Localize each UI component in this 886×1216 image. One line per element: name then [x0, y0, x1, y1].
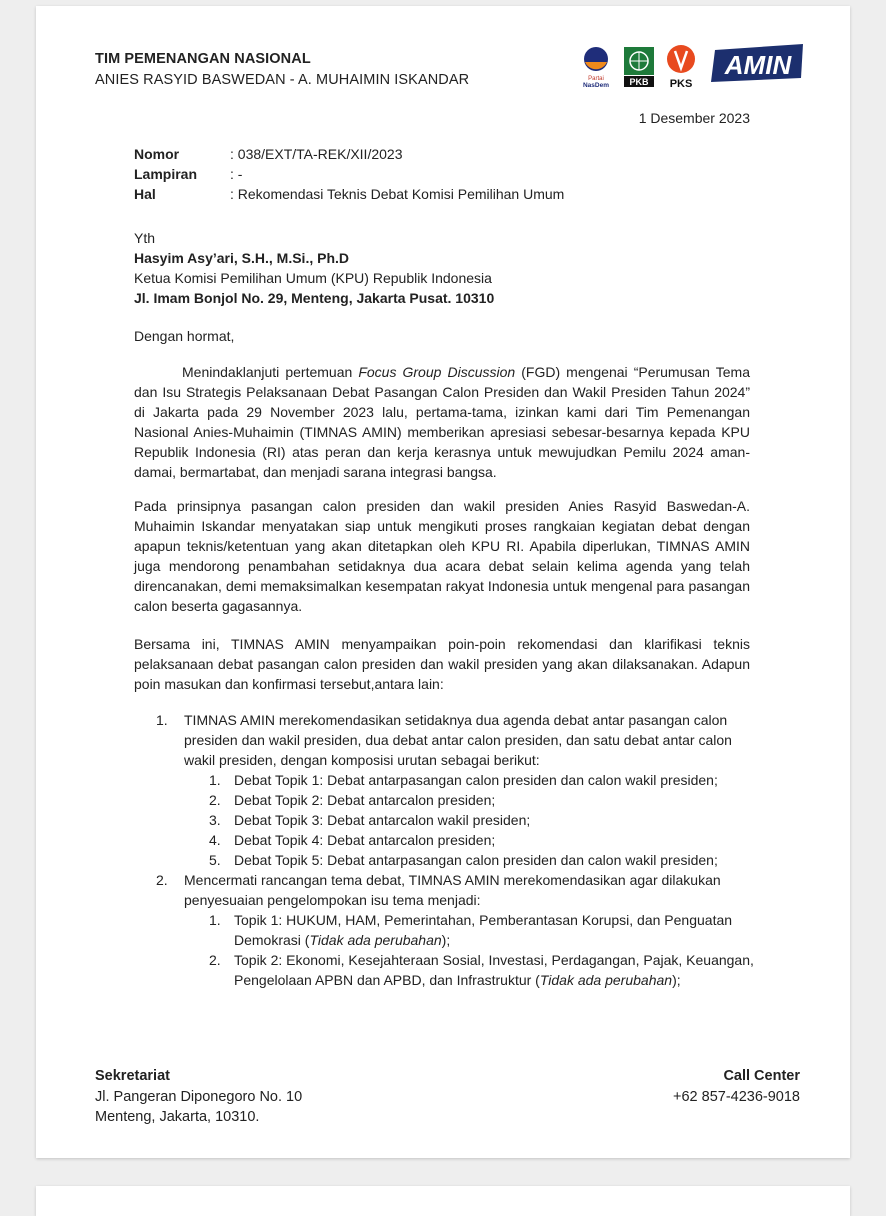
amin-text: AMIN — [724, 50, 792, 80]
footer-call-center — [673, 1066, 800, 1107]
sub-list-item — [184, 810, 754, 830]
sub-list-item — [184, 770, 754, 790]
header-title: TIM PEMENANGAN NASIONAL — [95, 51, 311, 67]
pks-logo — [663, 44, 699, 90]
p1-text-a: Menindaklanjuti pertemuan — [182, 364, 359, 380]
paragraph-2: Pada prinsipnya pasangan calon presiden dan wakil presiden Anies Rasyid Baswedan-A. Muhaimin Iskandar menyatakan siap untuk mengikuti proses rangkaian kegiatan debat dengan apapun teknis/ketentuan yang akan ditetapkan oleh KPU RI. Apabila diperlukan, TIMNAS AMIN juga mendorong penambahan setidaknya dua acara debat selain kelima agenda yang telah direncanakan, demi memaksimalkan kesempatan rakyat Indonesia untuk mengenal para pasangan calon beserta gagasannya. — [134, 498, 750, 614]
meta-key: Hal — [134, 186, 156, 202]
sub-item-number: 1. — [209, 912, 221, 928]
sub-item-text: Topik 1: HUKUM, HAM, Pemerintahan, Pemberantasan Korupsi, dan Penguatan Demokrasi ( — [234, 912, 733, 948]
sub-item-number: 3. — [209, 812, 221, 828]
sub-item-number: 5. — [209, 852, 221, 868]
nasdem-text2: NasDem — [582, 82, 610, 89]
sub-list — [184, 770, 754, 870]
sub-item-italic: Tidak ada perubahan — [539, 972, 673, 988]
sub-item-text: Debat Topik 5: Debat antarpasangan calon presiden dan calon wakil presiden; — [234, 852, 718, 868]
pkb-text: PKB — [629, 77, 649, 87]
pks-text: PKS — [669, 78, 693, 90]
sub-list-item — [184, 850, 754, 870]
footer-right-line1: +62 857-4236-9018 — [673, 1088, 800, 1105]
meta-value: : 038/EXT/TA-REK/XII/2023 — [230, 146, 403, 162]
sub-item-number: 2. — [209, 952, 221, 968]
recipient-address: Jl. Imam Bonjol No. 29, Menteng, Jakarta Pusat. 10310 — [134, 290, 495, 306]
sub-item-number: 2. — [209, 792, 221, 808]
letter-date: 1 Desember 2023 — [638, 110, 750, 126]
paragraph-3: Bersama ini, TIMNAS AMIN menyampaikan poin-poin rekomendasi dan klarifikasi teknis pelaksanaan debat pasangan calon presiden dan wakil presiden yang akan dilaksanakan. Adapun poin masukan dan konfirmasi tersebut,antara lain: — [134, 636, 750, 692]
sub-item-text: Debat Topik 2: Debat antarcalon presiden; — [234, 792, 496, 808]
recipient-block — [134, 228, 494, 308]
meta-value: : Rekomendasi Teknis Debat Komisi Pemilihan Umum — [230, 186, 565, 202]
sub-list-item — [184, 830, 754, 850]
nasdem-logo — [579, 46, 613, 90]
sub-item-text: Debat Topik 4: Debat antarcalon presiden; — [234, 832, 496, 848]
sub-item-number: 1. — [209, 772, 221, 788]
next-page-edge — [36, 1186, 850, 1216]
paragraph-1 — [134, 362, 750, 482]
sub-list-item — [184, 790, 754, 810]
meta-key: Nomor — [134, 146, 180, 162]
sub-item-tail: ); — [672, 972, 681, 988]
sub-item-text: Topik 2: Ekonomi, Kesejahteraan Sosial, Investasi, Perdagangan, Pajak, Keuangan, Pengelolaan APBN dan APBD, dan Infrastruktur ( — [234, 952, 754, 988]
list-item — [134, 710, 754, 870]
footer-left-line2: Menteng, Jakarta, 10310. — [95, 1109, 260, 1125]
footer-left-title: Sekretariat — [95, 1068, 170, 1084]
sub-item-italic: Tidak ada perubahan — [309, 932, 442, 948]
sub-item-text: Debat Topik 1: Debat antarpasangan calon presiden dan calon wakil presiden; — [234, 772, 718, 788]
p1-text-b: (FGD) mengenai “Perumusan Tema dan Isu Strategis Pelaksanaan Debat Pasangan Calon Presiden dan Wakil Presiden Tahun 2024” di Jakarta pada 29 November 2023 lalu, pertama-tama, izinkan kami dari Tim Pemenangan Nasional Anies-Muhaimin (TIMNAS AMIN) memberikan apresiasi sebesar-besarnya kepada KPU Republik Indonesia (RI) atas peran dan kerja kerasnya untuk mewujudkan Pemilu 2024 aman-damai, bermartabat, dan menjadi sarana integrasi bangsa. — [134, 364, 750, 480]
footer-right-title: Call Center — [723, 1068, 800, 1084]
sub-item-number: 4. — [209, 832, 221, 848]
recommendation-list — [134, 710, 754, 990]
list-item-number: 2. — [156, 872, 168, 888]
p1-italic: Focus Group Discussion — [358, 364, 516, 380]
recipient-position: Ketua Komisi Pemilihan Umum (KPU) Republik Indonesia — [134, 270, 492, 286]
recipient-name: Hasyim Asy’ari, S.H., M.Si., Ph.D — [134, 250, 349, 266]
list-item-text: TIMNAS AMIN merekomendasikan setidaknya dua agenda debat antar pasangan calon presiden dan wakil presiden, dua debat antar calon presiden, dan satu debat antar calon wakil presiden, dengan komposisi urutan sebagai berikut: — [184, 712, 732, 768]
header-subtitle: ANIES RASYID BASWEDAN - A. MUHAIMIN ISKANDAR — [95, 72, 470, 88]
sub-list — [184, 910, 754, 990]
sub-item-text: Debat Topik 3: Debat antarcalon wakil presiden; — [234, 812, 531, 828]
footer-secretariat — [95, 1066, 302, 1128]
letter-page — [36, 6, 850, 1158]
footer-left-line1: Jl. Pangeran Diponegoro No. 10 — [95, 1088, 303, 1105]
list-item-text: Mencermati rancangan tema debat, TIMNAS AMIN merekomendasikan agar dilakukan penyesuaian pengelompokan isu tema menjadi: — [184, 872, 721, 908]
meta-value: : - — [230, 166, 243, 182]
sub-list-item — [184, 950, 754, 990]
recipient-yth: Yth — [134, 230, 156, 246]
amin-logo — [709, 42, 807, 84]
list-item — [134, 870, 754, 990]
sub-list-item — [184, 910, 754, 950]
greeting: Dengan hormat, — [134, 328, 235, 344]
list-item-number: 1. — [156, 712, 168, 728]
nasdem-text1: Partai — [588, 76, 604, 82]
sub-item-tail: ); — [441, 932, 451, 948]
pkb-logo — [623, 46, 655, 88]
meta-key: Lampiran — [134, 166, 198, 182]
